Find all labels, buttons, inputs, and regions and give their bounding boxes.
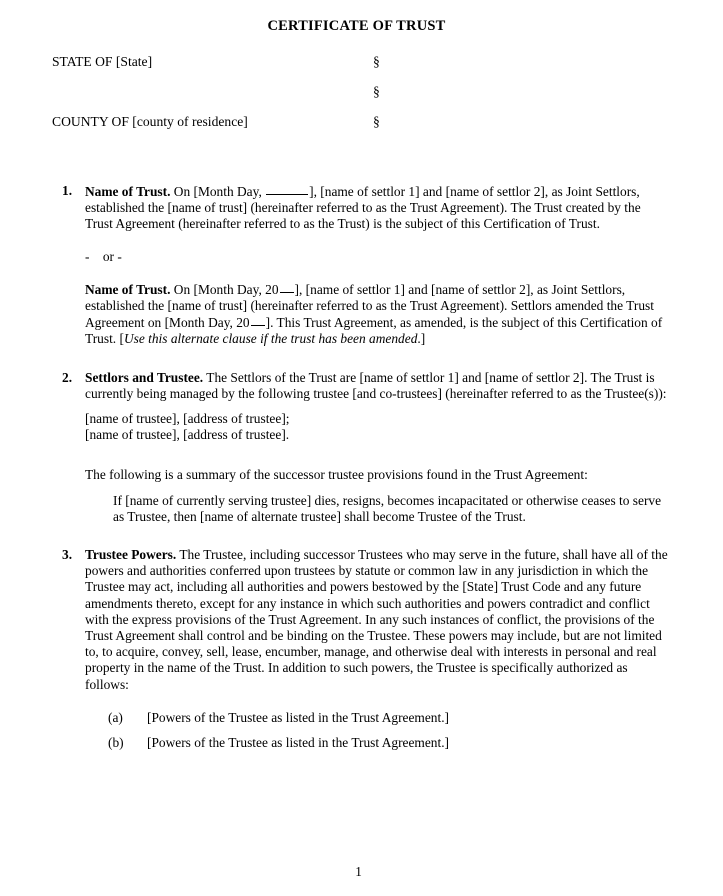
clause-trustee-powers	[62, 547, 671, 760]
clause-body	[85, 370, 671, 525]
clause-1-alt-italic-note: Use this alternate clause if the trust has been amended	[123, 331, 418, 347]
section-symbol: §	[373, 54, 380, 69]
clause-1-primary-paragraph	[85, 183, 671, 233]
section-symbol: §	[373, 114, 380, 129]
venue-row	[52, 115, 723, 145]
section-symbol: §	[373, 84, 380, 99]
sub-item-label: (a)	[108, 709, 123, 725]
clause-2-text: The Settlors of the Trust are [name of settlor 1] and [name of settlor 2]. The Trust is currently being managed by the following trustee [and co-trustees] (hereinafter referred to as the Trustee(s)):	[85, 369, 667, 401]
trustee-line: [name of trustee], [address of trustee].	[85, 427, 290, 443]
clause-2-paragraph	[85, 370, 671, 402]
clause-settlors-and-trustee	[62, 370, 671, 525]
page-number: 1	[355, 864, 362, 879]
fill-in-blank-year	[251, 314, 265, 326]
fill-in-blank	[266, 183, 308, 195]
sub-item-b	[85, 735, 671, 751]
fill-in-blank-year	[280, 281, 294, 293]
sub-item-text: [Powers of the Trustee as listed in the Trust Agreement.]	[147, 709, 450, 725]
clause-1-text-b: ], [name of settlor 1] and [name of settlor 2], as Joint Settlors, established the [name of trust] (hereinafter referred to as the Trust Agreement). The Trust created by the Trust Agreement (hereinafter referred to as the Trust) is the subject of this Certification of Trust.	[85, 184, 641, 232]
clause-number: 1.	[62, 183, 73, 198]
clause-list	[0, 183, 723, 760]
clause-number: 2.	[62, 369, 73, 385]
clause-2-heading: Settlors and Trustee.	[85, 369, 204, 385]
clause-spacer	[62, 525, 671, 547]
trustee-line: [name of trustee], [address of trustee];	[85, 411, 290, 427]
page-title: CERTIFICATE OF TRUST	[267, 18, 446, 34]
clause-1-heading: Name of Trust.	[85, 184, 171, 199]
sub-item-text: [Powers of the Trustee as listed in the Trust Agreement.]	[147, 735, 450, 751]
successor-summary-lead: The following is a summary of the successor trustee provisions found in the Trust Agreement:	[85, 467, 588, 483]
venue-label-state: STATE OF [State]	[52, 54, 153, 69]
venue-row	[52, 55, 723, 85]
venue-row	[52, 85, 723, 115]
sub-item-a	[85, 710, 671, 726]
clause-3-paragraph	[85, 547, 671, 693]
clause-body	[85, 183, 671, 348]
clause-name-of-trust	[62, 183, 671, 348]
clause-3-heading: Trustee Powers.	[85, 547, 177, 563]
alternate-clause-separator: - or -	[85, 248, 122, 264]
clause-1-text-a: On [Month Day,	[170, 184, 266, 199]
clause-1-alternate-paragraph	[85, 281, 671, 348]
venue-label-county: COUNTY OF [county of residence]	[52, 114, 248, 129]
trustee-powers-sub-list	[85, 710, 671, 751]
trustee-list	[85, 411, 671, 443]
successor-summary-detail: If [name of currently serving trustee] dies, resigns, becomes incapacitated or otherwise ceases to serve as Trustee, then [name of alternate trustee] shall become Trustee of the Trust.	[113, 492, 662, 524]
clause-1-alt-heading: Name of Trust.	[85, 281, 171, 297]
clause-1-alt-text-b: ], [name of settlor 1] and [name of settlor 2], as Joint Settlors, established the [name of trust] (hereinafter referred to as the Trust Agreement). Settlors amended the Trust Agreement on [Month Day, 20	[85, 281, 654, 331]
clause-spacer	[62, 348, 671, 370]
clause-number: 3.	[62, 547, 73, 563]
venue-block	[0, 55, 723, 145]
clause-3-text: The Trustee, including successor Trustees who may serve in the future, shall have all of the powers and authorities conferred upon trustees by statute or common law in any jurisdiction in which the Trustee may act, including all authorities and powers bestowed by the [State] Trust Code and any future amendments thereto, except for any instance in which such authorities and powers contradict and conflict with the express provisions of the Trust Agreement. In any such instances of conflict, the provisions of the Trust Agreement shall control and be binding on the Trustee. These powers may include, but are not limited to, to acquire, convey, sell, lease, encumber, manage, and otherwise deal with interests in personal and real property in the name of the Trust. In addition to such powers, the Trustee is specifically authorized as follows:	[85, 547, 668, 692]
sub-item-label: (b)	[108, 735, 124, 751]
clause-body	[85, 547, 671, 760]
clause-1-alt-text-d: .]	[417, 331, 426, 347]
clause-1-alt-text-c: ]. This Trust Agreement, as amended, is the subject of this Certification of Trust. [	[85, 315, 663, 347]
clause-1-alt-text-a: On [Month Day, 20	[170, 281, 279, 297]
